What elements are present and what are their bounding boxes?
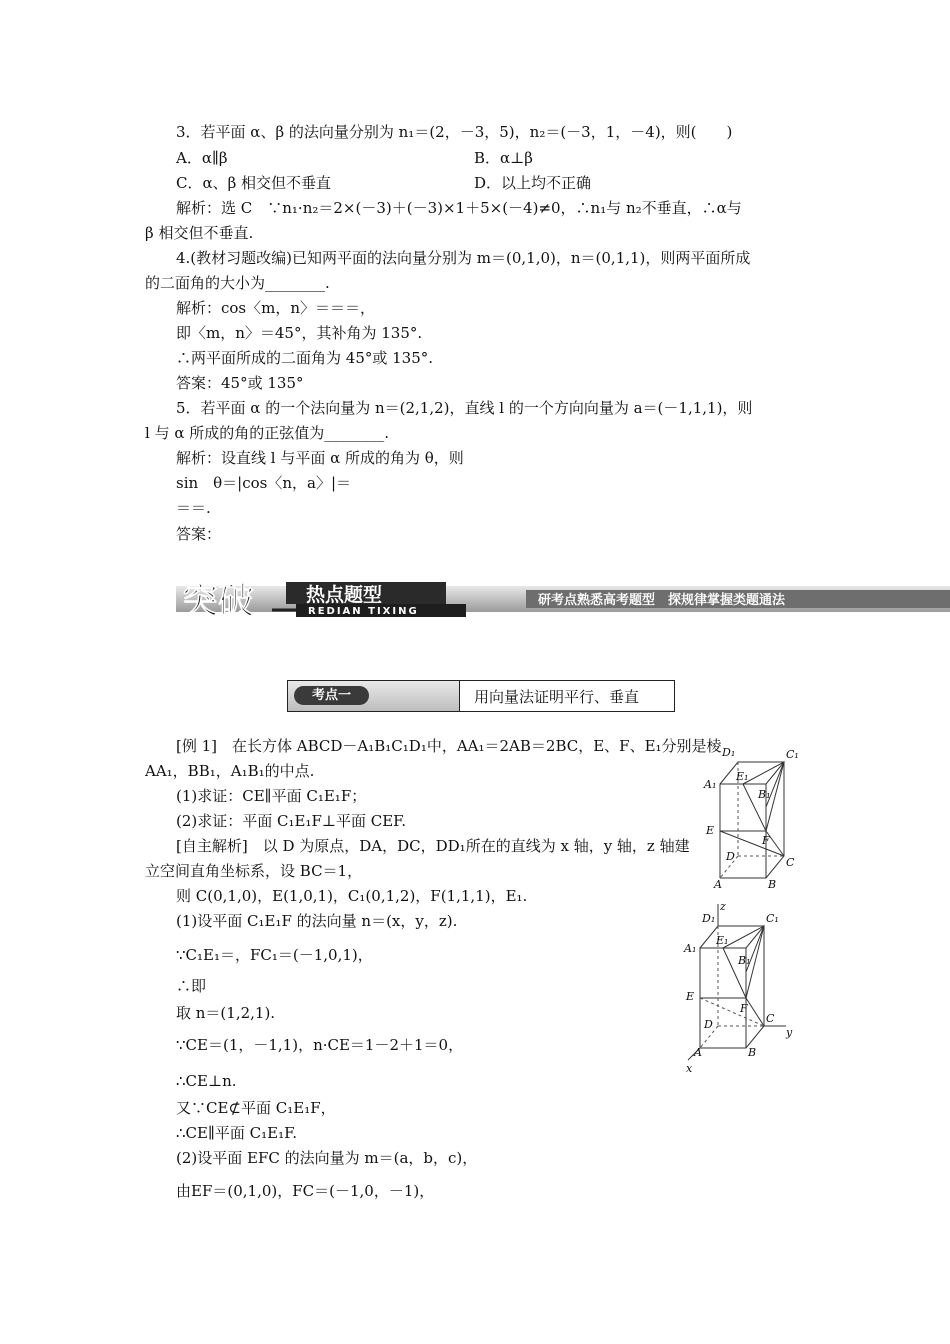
text-line: ∴即 [176,977,207,995]
text-line: l 与 α 所成的角的正弦值为________. [145,424,390,442]
banner-big-text: 突破 [182,580,255,618]
figure-label: A [694,1046,702,1059]
text-line: (1)求证：CE∥平面 C₁E₁F； [176,787,367,805]
topic-title: 用向量法证明平行、垂直 [474,688,640,706]
text-line: 答案：45°或 135° [176,374,304,392]
text-line: 解析：选 C ∵n₁·n₂＝2×(－3)＋(－3)×1＋5×(－4)≠0，∴n₁与 n₂不垂直，∴α与 [176,199,742,217]
text-line: [自主解析] 以 D 为原点，DA，DC，DD₁所在的直线为 x 轴，y 轴，z 轴建 [176,837,690,855]
text-line: AA₁，BB₁，A₁B₁的中点. [145,762,315,780]
text-line: ∴两平面所成的二面角为 45°或 135°. [176,349,434,367]
banner-graphic [176,580,950,618]
text-line: 取 n＝(1,2,1). [176,1004,276,1022]
topic-box [287,680,675,712]
figure-label: C [766,1012,775,1025]
figure-label: D [704,1018,713,1031]
text-line: C．α、β 相交但不垂直 [176,174,332,192]
figure-label: F [762,834,770,847]
cuboid-figure-1 [700,740,810,890]
text-line: 3．若平面 α、β 的法向量分别为 n₁＝(2，－3，5)，n₂＝(－3，1，－4)，则( ) [176,123,733,141]
figure-label: A₁ [684,942,697,955]
text-line: ＝＝. [176,499,211,517]
figure-label: C [786,856,795,869]
figure-label: B [748,1046,757,1059]
text-line: 又∵CE⊄平面 C₁E₁F， [176,1099,336,1117]
text-line: 解析：cos〈m，n〉＝＝＝， [176,299,376,317]
text-line: ∴CE∥平面 C₁E₁F. [176,1124,297,1142]
figure-label: E₁ [736,770,749,783]
figure-label: y [786,1026,793,1039]
text-line: A．α∥β [176,149,228,167]
text-line: (1)设平面 C₁E₁F 的法向量 n＝(x，y，z). [176,912,458,930]
section-banner [176,580,950,618]
text-line: D．以上均不正确 [474,174,592,192]
figure-label: E₁ [716,934,729,947]
figure-label: C₁ [766,912,779,925]
figure-label: B₁ [738,954,751,967]
figure-label: D₁ [702,912,716,925]
figure-label: B₁ [758,788,771,801]
banner-slogan: 研考点熟悉高考题型 探规律掌握类题通法 [538,593,786,608]
figure-label: D₁ [722,746,736,759]
banner-title: 热点题型 [306,584,383,606]
text-line: 则 C(0,1,0)，E(1,0,1)，C₁(0,1,2)，F(1,1,1)，E₁. [176,887,528,905]
figure-label: A [714,878,722,890]
figure-label: D [726,850,735,863]
text-line: 5．若平面 α 的一个法向量为 n＝(2,1,2)，直线 l 的一个方向向量为 a＝(－1,1,1)，则 [176,399,753,417]
cuboid-figure-2 [682,900,802,1075]
banner-pinyin: REDIAN TIXING [308,606,419,617]
text-line: 4.(教材习题改编)已知两平面的法向量分别为 m＝(0,1,0)，n＝(0,1,1)，则两平面所成 [176,249,751,267]
topic-tag: 考点一 [294,686,369,705]
text-line: ∴CE⊥n. [176,1072,237,1090]
text-line: (2)求证：平面 C₁E₁F⊥平面 CEF. [176,812,407,830]
text-line: 的二面角的大小为________. [145,274,330,292]
text-line: ∵CE＝(1，－1,1)，n·CE＝1－2＋1＝0， [176,1036,464,1054]
figure-label: x [686,1062,693,1075]
figure-label: C₁ [786,748,799,761]
text-line: sin θ＝|cos〈n，a〉|＝ [176,474,352,492]
figure-label: F [740,1002,748,1015]
text-line: B．α⊥β [474,149,533,167]
text-line: 答案： [176,525,222,543]
figure-label: B [768,878,777,890]
figure-label: E [686,990,695,1003]
text-line: 解析：设直线 l 与平面 α 所成的角为 θ，则 [176,449,464,467]
text-line: (2)设平面 EFC 的法向量为 m＝(a，b，c)， [176,1149,478,1167]
text-line: [例 1] 在长方体 ABCD－A₁B₁C₁D₁中，AA₁＝2AB＝2BC，E、F、E₁分别是棱 [176,737,722,755]
text-line: 立空间直角坐标系，设 BC＝1， [145,862,363,880]
figure-label: A₁ [704,778,717,791]
text-line: β 相交但不垂直. [145,224,254,242]
figure-label: z [720,900,726,913]
text-line: 即〈m，n〉＝45°，其补角为 135°. [176,324,423,342]
figure-label: E [706,824,715,837]
topic-tag-area [288,681,460,711]
text-line: 由EF＝(0,1,0)，FC＝(－1,0，－1)， [176,1182,435,1200]
text-line: ∵C₁E₁＝，FC₁＝(－1,0,1)， [176,946,373,964]
